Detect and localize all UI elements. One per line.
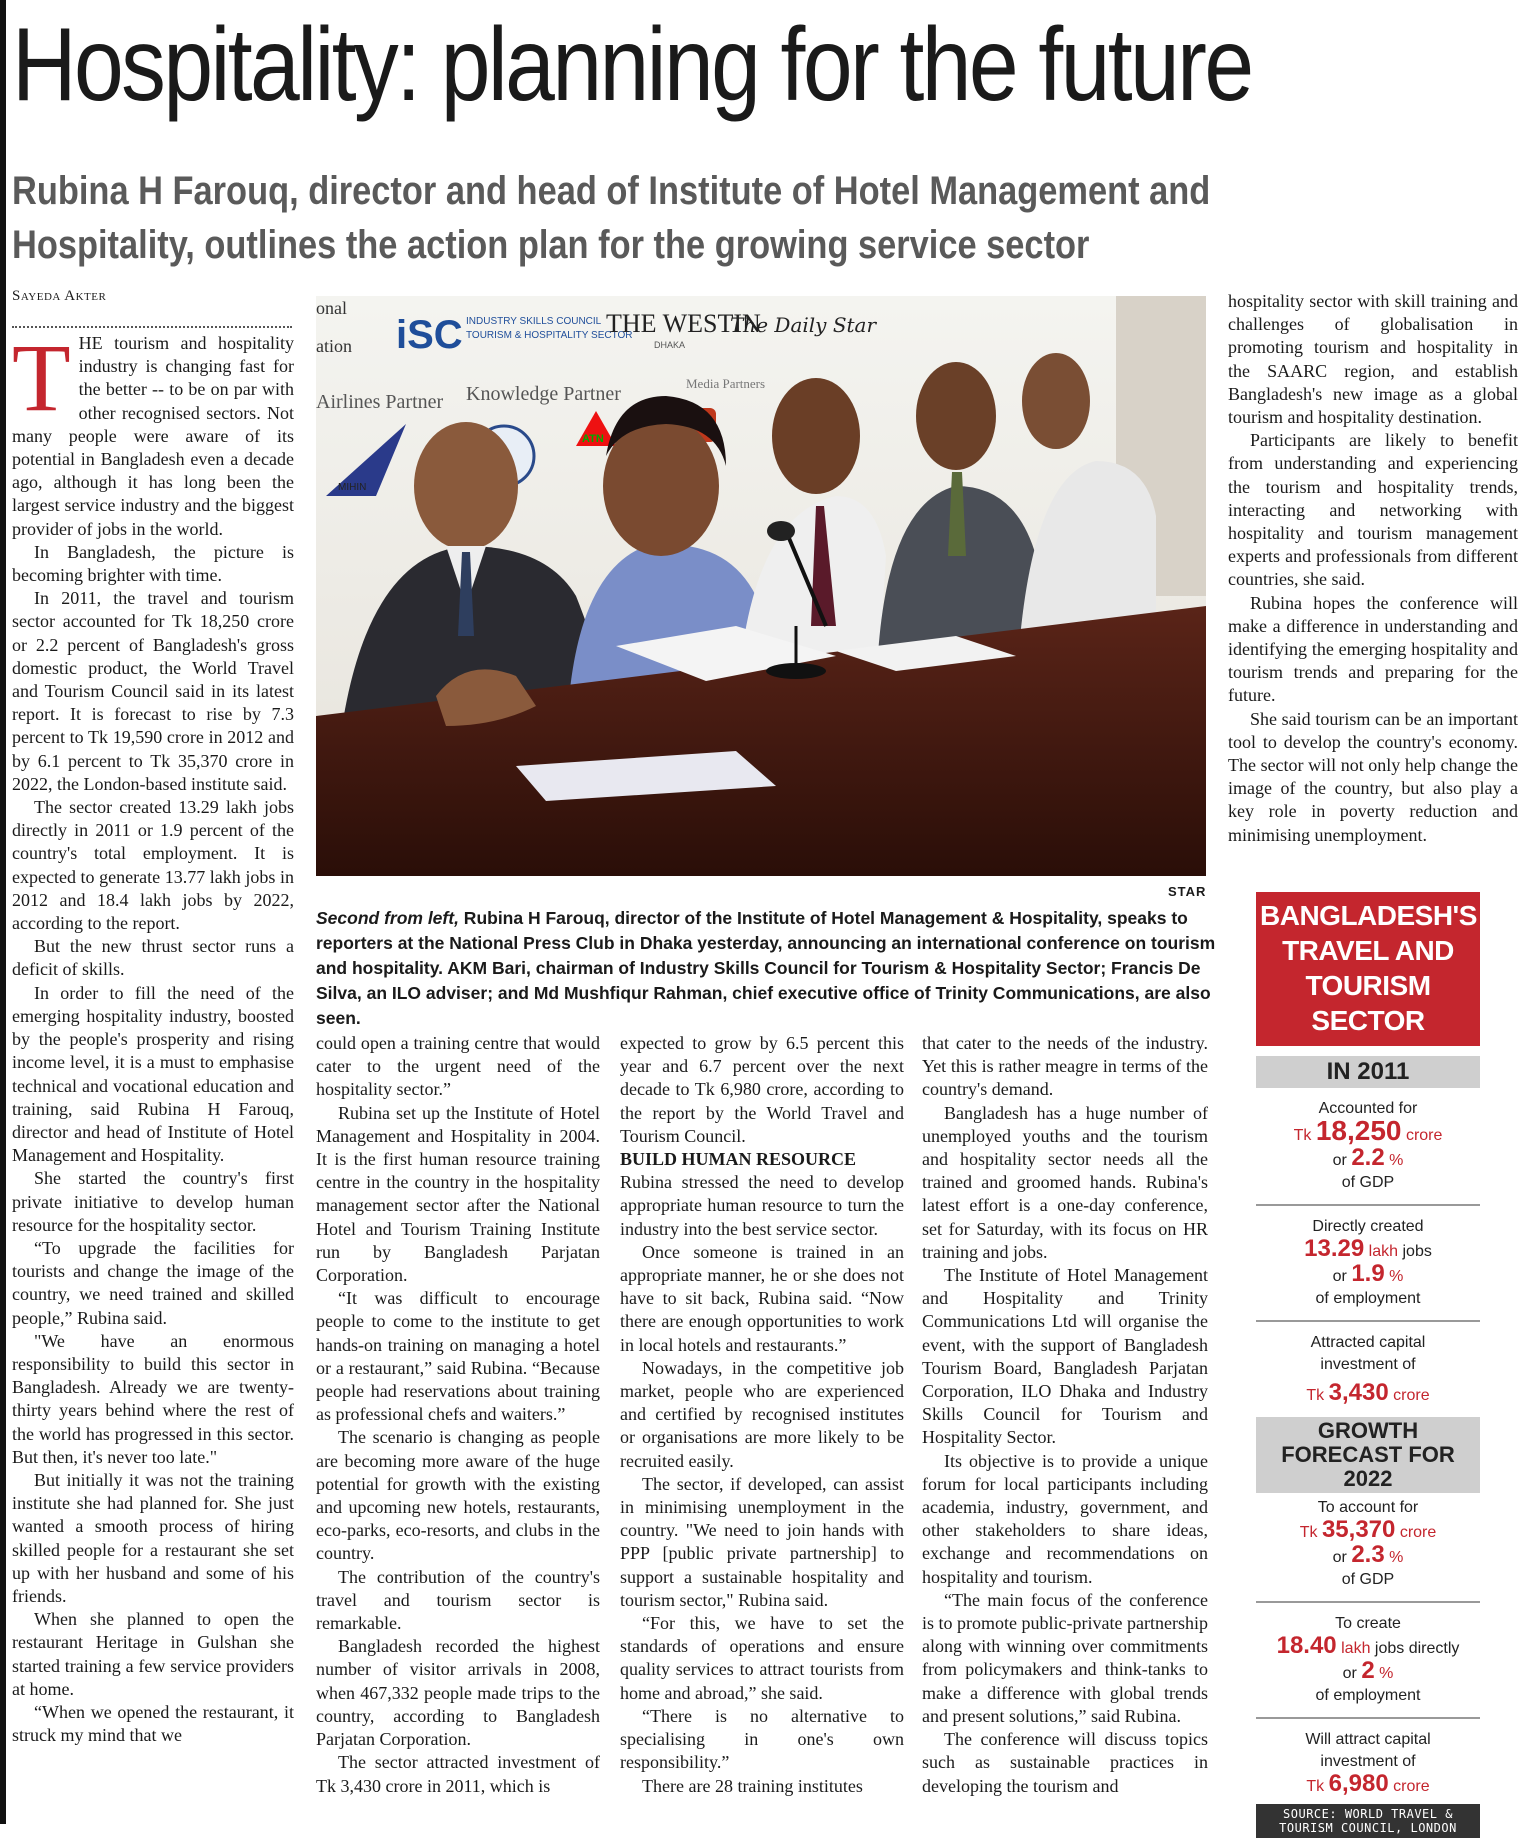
fact-or: or (1332, 1268, 1347, 1285)
banner-text: TOURISM & HOSPITALITY SECTOR (466, 330, 633, 341)
banner-text: onal (316, 298, 347, 318)
caption-text: Rubina H Farouq, director of the Institute of Hotel Management & Hospitality, speaks to reporters at the National Press Club in Dhaka yesterday, announcing an international conference on tourism and hospitality. AKM Bari, chairman of Industry Skills Council for Tourism & Hospitality Sector; Francis De Silva, an ILO adviser; and Md Mushfiqur Rahman, chief executive office of Trinity Communications, are also seen. (316, 908, 1216, 1028)
currency: Tk (1306, 1387, 1325, 1404)
fact-percent: 2.3 (1351, 1541, 1385, 1568)
paragraph: The sector attracted investment of Tk 3,430 crore in 2011, which is (316, 1752, 600, 1796)
paragraph: She started the country's first private initiative to develop human resource for the hospitality sector. (12, 1168, 294, 1235)
fact-tail: of GDP (1341, 1571, 1395, 1588)
section-heading: BUILD HUMAN RESOURCE (620, 1149, 857, 1170)
byline: Sayeda Akter (12, 288, 107, 304)
byline-rule (12, 326, 292, 328)
fact-unit: crore (1405, 1127, 1443, 1144)
paragraph: Bangladesh recorded the highest number of visitor arrivals in 2008, when 467,332 people made trips to the country, according to Bangladesh Parjatan Corporation. (316, 1636, 600, 1750)
paragraph: “When we opened the restaurant, it struck my mind that we (12, 1701, 294, 1746)
percent-sign: % (1389, 1152, 1404, 1169)
fact-value: 18,250 (1315, 1115, 1402, 1146)
currency: Tk (1293, 1127, 1312, 1144)
paragraph: “There is no alternative to specialising in one's own responsibility.” (620, 1705, 904, 1773)
fact-box (1256, 892, 1480, 1835)
paragraph: When she planned to open the restaurant Heritage in Gulshan she started training a few service providers at home. (12, 1609, 294, 1699)
fact-percent: 2 (1361, 1657, 1375, 1684)
fact-percent: 2.2 (1351, 1144, 1385, 1171)
paragraph: Rubina stressed the need to develop appropriate human resource to turn the industry into the best service sector. (620, 1172, 904, 1239)
fact-unit-2: jobs directly (1374, 1640, 1460, 1657)
banner-text: Media Partners (686, 376, 766, 391)
paragraph: Bangladesh has a huge number of unemployed youths and the tourism and hospitality sector needs all the trained and groomed hands. Rubina's latest effort is a one-day conference, set for Saturday, with its focus on HR training and jobs. (922, 1102, 1208, 1262)
paragraph: “The main focus of the conference is to promote public-private partnership along with winning over commitments from policymakers and think-tanks to make a difference with global trends and present solutions,” said Rubina. (922, 1589, 1208, 1726)
banner-text: Airlines Partner (316, 391, 444, 413)
percent-sign: % (1389, 1268, 1404, 1285)
press-conference-illustration (316, 296, 1206, 876)
article-column-4 (922, 1032, 1208, 1824)
fact-value: 6,980 (1328, 1770, 1389, 1797)
currency: Tk (1299, 1524, 1318, 1541)
paragraph: “To upgrade the facilities for tourists and change the image of the country, we need trained and skilled people,” Rubina said. (12, 1237, 294, 1328)
fact-or: or (1332, 1152, 1347, 1169)
photo-credit: STAR (1168, 884, 1207, 899)
paragraph: The contribution of the country's travel and tourism sector is remarkable. (316, 1566, 600, 1634)
paragraph: But the new thrust sector runs a deficit of skills. (12, 936, 294, 980)
percent-sign: % (1379, 1665, 1394, 1682)
paragraph: Its objective is to provide a unique forum for local participants including academia, industry, government, and other stakeholders to share ideas, exchange and recommendations on hospitality and tourism. (922, 1450, 1208, 1587)
paragraph: The scenario is changing as people are becoming more aware of the huge potential for growth with the existing and upcoming new hotels, restaurants, eco-parks, eco-resorts, and clubs in the country. (316, 1427, 600, 1564)
fact-value: 3,430 (1328, 1379, 1389, 1406)
banner-text: ation (316, 336, 352, 356)
fact-box-source: SOURCE: WORLD TRAVEL & TOURISM COUNCIL, LONDON (1256, 1804, 1480, 1838)
paragraph: Participants are likely to benefit from understanding and experiencing the tourism and hospitality trends, interacting and networking with hospitality and tourism management experts and professionals from different countries, she said. (1228, 430, 1518, 590)
fact-label: To account for (1317, 1499, 1419, 1516)
fact-investment-2011 (1256, 1322, 1480, 1417)
caption-lead: Second from left, (316, 908, 459, 928)
fact-label: Accounted for (1318, 1100, 1418, 1117)
fact-gdp-2022 (1256, 1493, 1480, 1603)
banner-text: INDUSTRY SKILLS COUNCIL (466, 316, 602, 327)
drop-cap: T (12, 332, 71, 431)
paragraph: Rubina hopes the conference will make a difference in understanding and identifying the emerging hospitality and tourism trends and preparing for the future. (1228, 592, 1518, 706)
percent-sign: % (1389, 1549, 1404, 1566)
paragraph: The conference will discuss topics such as sustainable practices in developing the tourism and (922, 1729, 1208, 1796)
paragraph: The Institute of Hotel Management and Hospitality and Trinity Communications Ltd will organise the event, with the support of Bangladesh Tourism Board, Bangladesh Parjatan Corporation, ILO Dhaka and Industry Skills Council for Tourism and Hospitality Sector. (922, 1265, 1208, 1448)
paragraph: Once someone is trained in an appropriate manner, he or she does not have to sit back, Rubina said. “Now there are enough opportunities to work in local hotels and restaurants.” (620, 1241, 904, 1355)
fact-unit-2: jobs (1402, 1243, 1432, 1260)
daily-star-logo: The Daily Star (730, 313, 877, 337)
fact-unit: crore (1393, 1387, 1430, 1404)
paragraph: could open a training centre that would cater to the urgent need of the hospitality sector.” (316, 1033, 600, 1100)
news-photo (316, 296, 1206, 876)
banner-text: ATN (582, 433, 604, 445)
paragraph: The sector, if developed, can assist in minimising unemployment in the country. "We need to join hands with PPP [public private partnership] to support a sustainable hospitality and tourism sector," Rubina said. (620, 1473, 904, 1610)
paragraph: "We have an enormous responsibility to build this sector in Bangladesh. Already we are twenty-thirty years behind where the rest of the world has progressed in this sector. But then, it's never too late." (12, 1330, 294, 1467)
banner-text: Knowledge Partner (466, 383, 621, 405)
fact-unit: lakh (1368, 1243, 1399, 1260)
band-2011: IN 2011 (1256, 1056, 1480, 1088)
paragraph: In 2011, the travel and tourism sector accounted for Tk 18,250 crore or 2.2 percent of Bangladesh's gross domestic product, the World Travel and Tourism Council said in its latest report. It is forecast to rise by 7.3 percent to Tk 19,590 crore in 2012 and by 6.1 percent to Tk 35,370 crore in 2022, the London-based institute said. (12, 588, 294, 794)
paragraph: In Bangladesh, the picture is becoming brighter with time. (12, 541, 294, 586)
banner-text: MIHIN (338, 482, 367, 493)
fact-tail: of employment (1315, 1290, 1421, 1307)
fact-jobs-2022 (1256, 1603, 1480, 1719)
paragraph: hospitality sector with skill training and challenges of globalisation in promoting tourism and hospitality in the SAARC region, and establish Bangladesh's new image as a global tourism and hospitality destination. (1228, 291, 1518, 428)
article-column-2 (316, 1032, 600, 1824)
paragraph: HE tourism and hospitality industry is changing fast for the better -- to be on par with other recognised sectors. Not many people were aware of its potential in Bangladesh even a decade ago, although it has long been the largest service industry and the biggest provider of jobs in the world. (12, 333, 294, 539)
fact-unit: lakh (1341, 1640, 1371, 1657)
photo-caption (316, 906, 1216, 1031)
fact-unit: crore (1393, 1778, 1430, 1795)
headline: Hospitality: planning for the future (12, 7, 1252, 123)
fact-or: or (1342, 1665, 1357, 1682)
paragraph: There are 28 training institutes (642, 1775, 863, 1796)
paragraph: “For this, we have to set the standards of operations and ensure quality services to attract tourists from home and abroad,” she said. (620, 1613, 904, 1703)
article-column-1 (12, 332, 294, 1824)
fact-value: 35,370 (1321, 1516, 1396, 1543)
fact-tail: of GDP (1341, 1174, 1395, 1191)
paragraph: Nowadays, in the competitive job market, people who are experienced and certified by recognised institutes or organisations are more likely to be recruited easily. (620, 1357, 904, 1471)
fact-box-title: BANGLADESH'S TRAVEL AND TOURISM SECTOR (1256, 892, 1480, 1046)
article-column-3 (620, 1032, 904, 1824)
page-edge-bar (0, 0, 6, 1824)
fact-percent: 1.9 (1351, 1260, 1385, 1287)
fact-label: Attracted capital investment of (1310, 1334, 1426, 1373)
band-2022: GROWTH FORECAST FOR 2022 (1256, 1417, 1480, 1493)
paragraph: expected to grow by 6.5 percent this year and 6.7 percent over the next decade to Tk 6,980 crore, according to the report by the World Travel and Tourism Council. (620, 1033, 904, 1146)
fact-or: or (1332, 1549, 1347, 1566)
currency: Tk (1306, 1778, 1325, 1795)
paragraph: “It was difficult to encourage people to come to the institute to get hands-on training on managing a hotel or a restaurant,” said Rubina. “Because people had reservations about training as professional chefs and waiters.” (316, 1288, 600, 1425)
westin-logo: THE WESTIN (606, 309, 761, 338)
deck-subheading: Rubina H Farouq, director and head of Institute of Hotel Management and Hospitality, outlines the action plan for the growing service sector (12, 169, 1211, 267)
isc-logo: iSC (396, 313, 463, 357)
fact-jobs-2011 (1256, 1206, 1480, 1322)
fact-label: To create (1335, 1615, 1401, 1632)
paragraph: Rubina set up the Institute of Hotel Management and Hospitality in 2004. It is the first human resource training centre in the country in the hospitality management sector after the National Hotel and Tourism Training Institute run by Bangladesh Parjatan Corporation. (316, 1102, 600, 1286)
fact-unit: crore (1399, 1524, 1437, 1541)
paragraph: She said tourism can be an important tool to develop the country's economy. The sector will not only help change the image of the country, but also play a key role in poverty reduction and minimising unemployment. (1228, 708, 1518, 845)
fact-label: Will attract capital investment of (1305, 1731, 1431, 1770)
paragraph: But initially it was not the training institute she had planned for. She just wanted a smooth process of hiring skilled people for a restaurant she set up with her husband and some of his friends. (12, 1469, 294, 1606)
fact-value: 18.40 (1276, 1632, 1337, 1659)
paragraph: In order to fill the need of the emerging hospitality industry, boosted by the people's prosperity and rising income level, it is a must to emphasise technical and vocational education and training, said Rubina H Farouq, director and head of Institute of Hotel Management and Hospitality. (12, 982, 294, 1166)
fact-tail: of employment (1315, 1687, 1421, 1704)
fact-investment-2022 (1256, 1719, 1480, 1804)
paragraph: that cater to the needs of the industry. Yet this is rather meagre in terms of the country's demand. (922, 1033, 1208, 1100)
fact-label: Directly created (1312, 1218, 1424, 1235)
paragraph: The sector created 13.29 lakh jobs directly in 2011 or 1.9 percent of the country's total employment. It is expected to generate 13.77 lakh jobs in 2012 and 18.4 lakh jobs by 2022, according to the report. (12, 797, 294, 934)
article-column-5 (1228, 290, 1518, 880)
fact-gdp-2011 (1256, 1088, 1480, 1206)
banner-text: DHAKA (654, 340, 686, 350)
fact-value: 13.29 (1304, 1235, 1365, 1262)
